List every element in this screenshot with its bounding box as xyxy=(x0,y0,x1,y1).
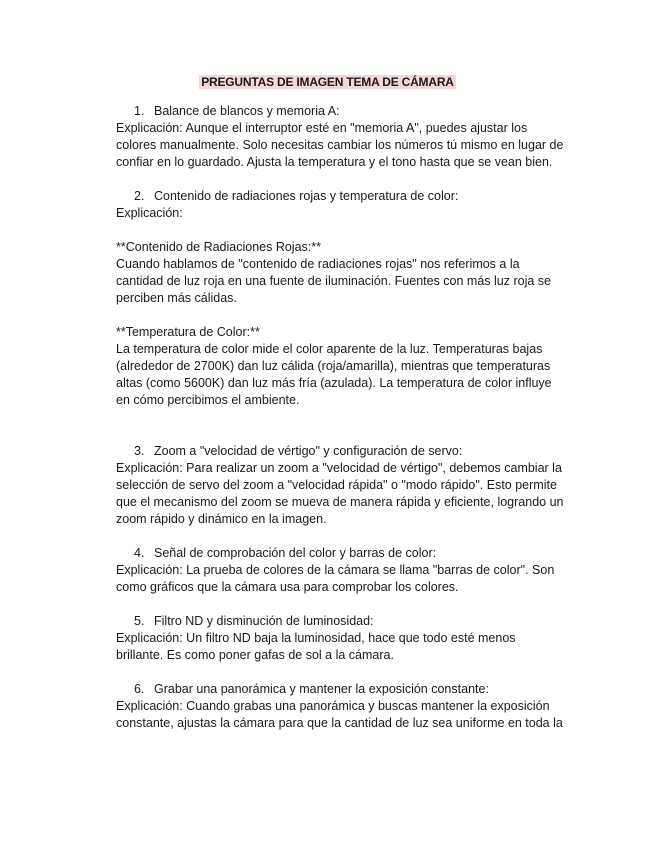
question-6-heading-text: Grabar una panorámica y mantener la exposición constante: xyxy=(154,682,489,696)
question-5-number: 5. xyxy=(134,614,145,628)
question-6-number: 6. xyxy=(134,682,145,696)
question-2-sub1-line-1: Cuando hablamos de "contenido de radiaciones rojas" nos referimos a la xyxy=(116,257,520,271)
question-4-line-1: Explicación: La prueba de colores de la cámara se llama "barras de color". Son xyxy=(116,563,555,577)
question-2-sub2-line-4: en cómo percibimos el ambiente. xyxy=(116,393,300,407)
spacer xyxy=(116,664,586,681)
spacer xyxy=(116,409,586,443)
question-5-heading xyxy=(116,613,586,630)
question-2-sub2-line-2: (alrededor de 2700K) dan luz cálida (roja/amarilla), mientras que temperaturas xyxy=(116,359,551,373)
question-1-heading xyxy=(116,103,586,120)
question-2-sub2-line-3: altas (como 5600K) dan luz más fría (azulada). La temperatura de color influye xyxy=(116,376,552,390)
question-3-line-3: que el mecanismo del zoom se mueva de manera rápida y eficiente, logrando un xyxy=(116,495,564,509)
question-2-heading-text: Contenido de radiaciones rojas y temperatura de color: xyxy=(154,189,459,203)
spacer xyxy=(116,307,586,324)
spacer xyxy=(116,171,586,188)
document-title xyxy=(0,75,655,89)
question-2-line-1: Explicación: xyxy=(116,206,183,220)
question-4-heading-text: Señal de comprobación del color y barras de color: xyxy=(154,546,437,560)
question-4-line-2: como gráficos que la cámara usa para comprobar los colores. xyxy=(116,580,459,594)
question-3-line-2: selección de servo del zoom a "velocidad rápida" o "modo rápido". Esto permite xyxy=(116,478,557,492)
question-1-line-2: colores manualmente. Solo necesitas cambiar los números tú mismo en lugar de xyxy=(116,138,564,152)
question-2-sub2-line-1: La temperatura de color mide el color aparente de la luz. Temperaturas bajas xyxy=(116,342,543,356)
question-2-sub1-heading: **Contenido de Radiaciones Rojas:** xyxy=(116,240,321,254)
question-3-heading xyxy=(116,443,586,460)
question-1-heading-text: Balance de blancos y memoria A: xyxy=(154,104,340,118)
question-3-heading-text: Zoom a "velocidad de vértigo" y configuración de servo: xyxy=(154,444,463,458)
document-body xyxy=(116,103,586,732)
question-6-line-1: Explicación: Cuando grabas una panorámica y buscas mantener la exposición xyxy=(116,699,550,713)
question-6-heading xyxy=(116,681,586,698)
question-2-sub1-line-3: perciben más cálidas. xyxy=(116,291,237,305)
question-4-heading xyxy=(116,545,586,562)
question-1-line-1: Explicación: Aunque el interruptor esté en "memoria A", puedes ajustar los xyxy=(116,121,528,135)
question-1-line-3: confiar en lo guardado. Ajusta la temperatura y el tono hasta que se vean bien. xyxy=(116,155,553,169)
document-title-text: PREGUNTAS DE IMAGEN TEMA DE CÁMARA xyxy=(201,75,454,89)
question-2-sub1-line-2: cantidad de luz roja en una fuente de iluminación. Fuentes con más luz roja se xyxy=(116,274,551,288)
question-5-line-2: brillante. Es como poner gafas de sol a la cámara. xyxy=(116,648,394,662)
question-3-number: 3. xyxy=(134,444,145,458)
question-4-number: 4. xyxy=(134,546,145,560)
question-3-line-1: Explicación: Para realizar un zoom a "velocidad de vértigo", debemos cambiar la xyxy=(116,461,562,475)
question-5-line-1: Explicación: Un filtro ND baja la luminosidad, hace que todo esté menos xyxy=(116,631,516,645)
question-1-number: 1. xyxy=(134,104,145,118)
question-2-heading xyxy=(116,188,586,205)
question-2-sub2-heading: **Temperatura de Color:** xyxy=(116,325,260,339)
question-3-line-4: zoom rápido y dinámico en la imagen. xyxy=(116,512,327,526)
spacer xyxy=(116,222,586,239)
question-6-line-2: constante, ajustas la cámara para que la cantidad de luz sea uniforme en toda la xyxy=(116,716,563,730)
question-5-heading-text: Filtro ND y disminución de luminosidad: xyxy=(154,614,374,628)
question-2-number: 2. xyxy=(134,189,145,203)
spacer xyxy=(116,528,586,545)
spacer xyxy=(116,596,586,613)
